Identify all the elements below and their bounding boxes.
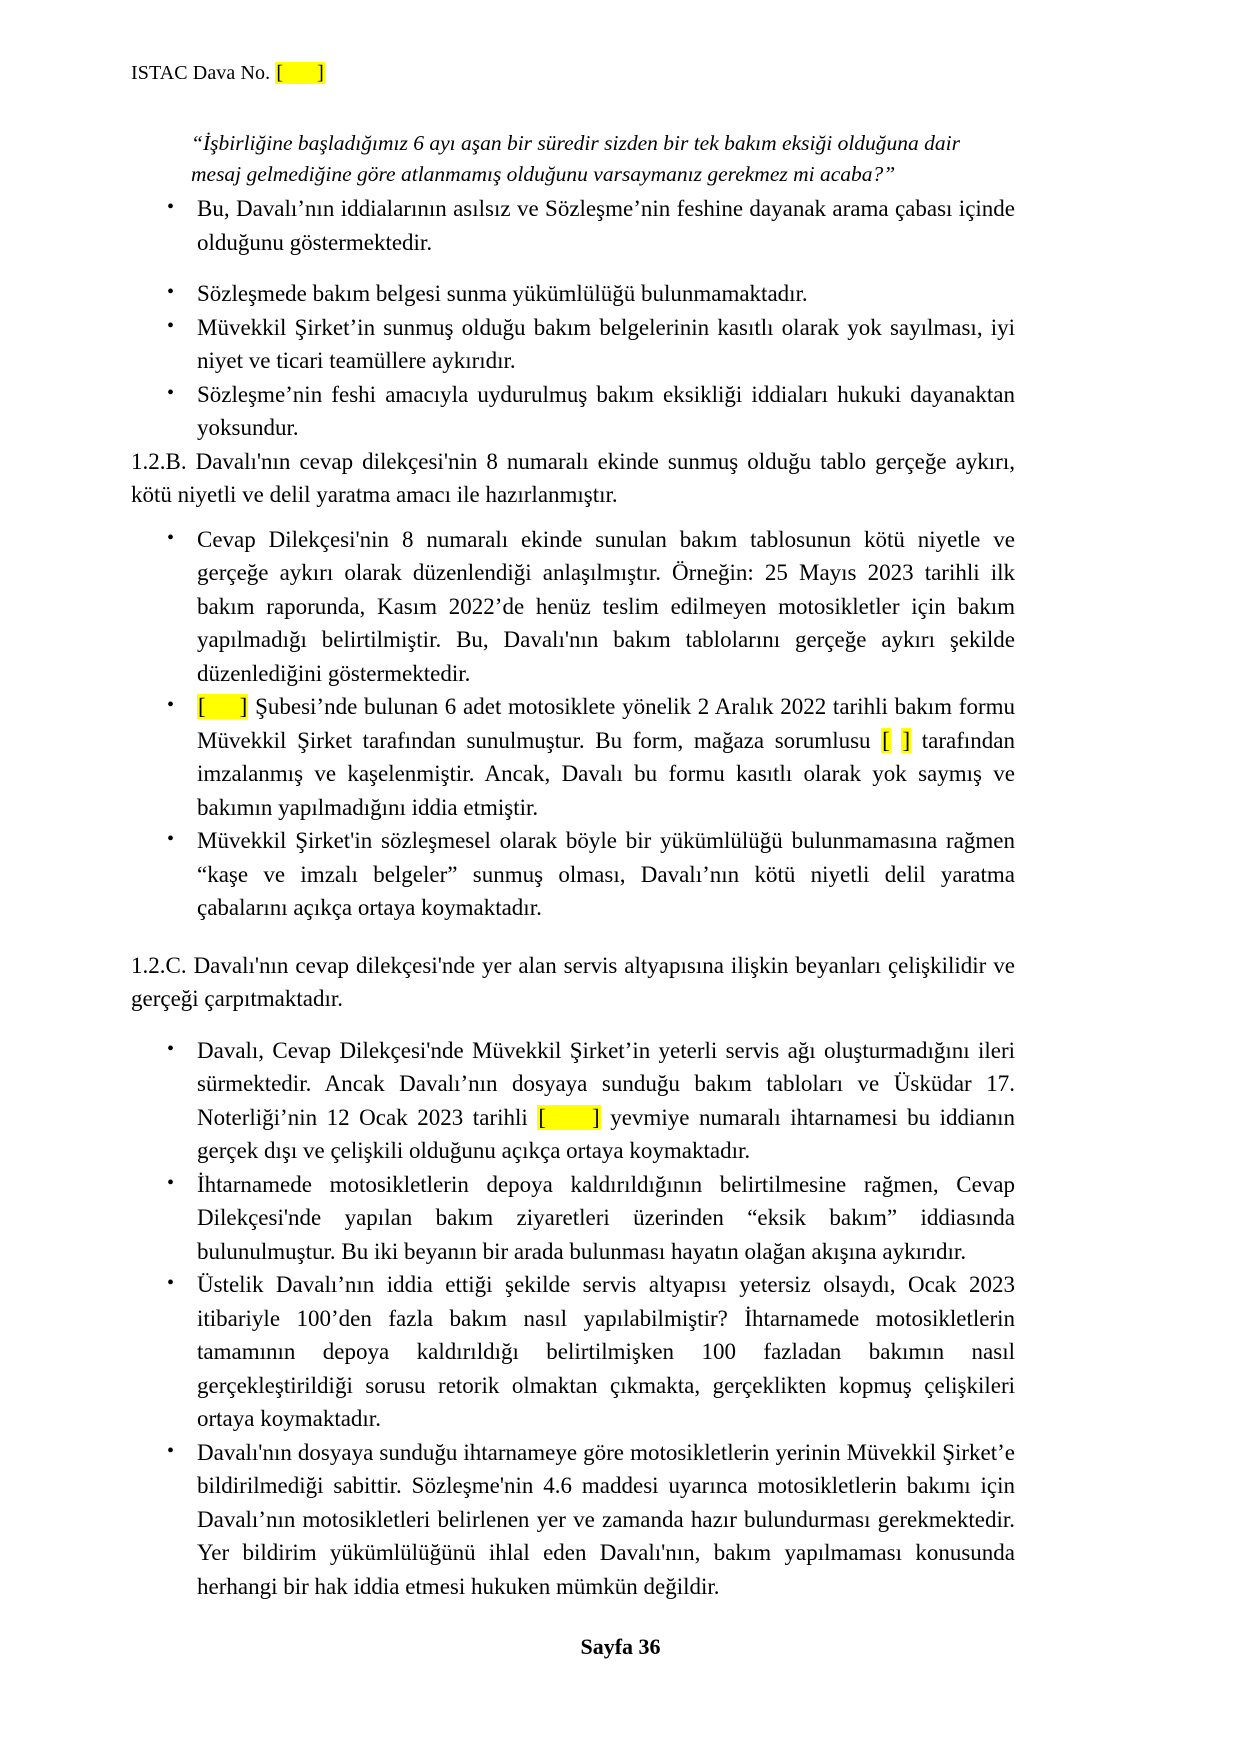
bullet-list-1 <box>131 192 1015 445</box>
yevmiye-redaction <box>537 1105 600 1130</box>
list-item-text-part-a: Davalı, Cevap Dilekçesi'nde Müvekkil Şirket’in yeterli servis ağı oluşturmadığını ileri sürmektedir. Ancak Davalı’nın dosyaya sunduğu bakım tabloları ve Üsküdar 17. Noterliği’nin 12 Ocak 2023 tarihli <box>197 1037 1015 1130</box>
list-item: • Müvekkil Şirket'in sözleşmesel olarak böyle bir yükümlülüğü bulunmamasına rağmen “kaşe ve imzalı belgeler” sunmuş olması, Davalı’nın kötü niyetli delil yaratma çabalarını açıkça ortaya koymaktadır. <box>131 824 1015 925</box>
document-body <box>131 128 1015 1603</box>
redaction-open-bracket: [ <box>276 62 284 84</box>
list-item: • Sözleşme’nin feshi amacıyla uydurulmuş bakım eksikliği iddiaları hukuki dayanaktan yoksundur. <box>131 378 1015 445</box>
list-item: • Üstelik Davalı’nın iddia ettiği şekilde servis altyapısı yetersiz olsaydı, Ocak 2023 itibariyle 100’den fazla bakım nasıl yapılabilmiştir? İhtarnamede motosikletlerin tamamının depoya kaldırıldığı belirtilmişken 100 fazladan bakımın nasıl gerçekleştirildiği sorusu retorik olmaktan çıkmakta, gerçeklikten kopmuş çelişkileri ortaya koymaktadır. <box>131 1268 1015 1436</box>
redaction-close-bracket: ] <box>317 62 324 84</box>
list-item-with-redaction <box>131 1034 1015 1168</box>
branch-redaction <box>197 694 248 719</box>
case-number-redaction <box>275 62 325 84</box>
list-item: • Cevap Dilekçesi'nin 8 numaralı ekinde sunulan bakım tablosunun kötü niyetle ve gerçeğe aykırı olarak düzenlendiği anlaşılmıştır. Örneğin: 25 Mayıs 2023 tarihli ilk bakım raporunda, Kasım 2022’de henüz teslim edilmeyen motosikletler için bakım yapılmadığı belirtilmiştir. Bu, Davalı'nın bakım tablolarını gerçeğe aykırı şekilde düzenlediğini göstermektedir. <box>131 523 1015 691</box>
list-item: • Bu, Davalı’nın iddialarının asılsız ve Sözleşme’nin feshine dayanak arama çabası içinde olduğunu göstermektedir. <box>131 192 1015 259</box>
section-heading-1-2-c: 1.2.C. Davalı'nın cevap dilekçesi'nde yer alan servis altyapısına ilişkin beyanları çelişkilidir ve gerçeği çarpıtmaktadır. <box>131 952 1015 1011</box>
list-item: • Davalı'nın dosyaya sunduğu ihtarnameye göre motosikletlerin yerinin Müvekkil Şirket’e bildirilmediği sabittir. Sözleşme'nin 4.6 maddesi uyarınca motosikletlerin bakımı için Davalı’nın motosikletleri belirlenen yer ve zamanda hazır bulundurması gerekmektedir. Yer bildirim yükümlülüğünü ihlal eden Davalı'nın, bakım yapılmaması konusunda herhangi bir hak iddia etmesi hukuken mümkün değildir. <box>131 1436 1015 1604</box>
list-item-text-part-b: tarafından imzalanmış ve kaşelenmiştir. Ancak, Davalı bu formu kasıtlı olarak yok saymış ve bakımın yapılmadığını iddia etmiştir. <box>197 727 1015 820</box>
redaction-open-bracket: [ <box>198 694 206 719</box>
blockquote-message: “İşbirliğine başladığımız 6 ayı aşan bir süredir sizden bir tek bakım eksiği olduğuna dair mesaj gelmediğine göre atlanmamış olduğunu varsaymanız gerekmez mi acaba?” <box>191 131 961 186</box>
list-item: • Müvekkil Şirket’in sunmuş olduğu bakım belgelerinin kasıtlı olarak yok sayılması, iyi niyet ve ticari teamüllere aykırıdır. <box>131 311 1015 378</box>
bullet-list-3 <box>131 1034 1015 1604</box>
bullet-list-2 <box>131 523 1015 925</box>
list-item: • İhtarnamede motosikletlerin depoya kaldırıldığının belirtilmesine rağmen, Cevap Dilekçesi'nde yapılan bakım ziyaretleri üzerinden “eksik bakım” iddiasında bulunulmuştur. Bu iki beyanın bir arada bulunması hayatın olağan akışına aykırıdır. <box>131 1168 1015 1269</box>
manager-redaction-open: [ <box>882 727 890 753</box>
redaction-close-bracket: ] <box>239 694 248 719</box>
spacer <box>131 1016 1015 1034</box>
page-footer <box>0 1634 1241 1660</box>
section-heading-1-2-b: 1.2.B. Davalı'nın cevap dilekçesi'nin 8 numaralı ekinde sunmuş olduğu tablo gerçeğe aykırı, kötü niyetli ve delil yaratma amacı ile hazırlanmıştır. <box>131 448 1015 507</box>
manager-redaction-close: ] <box>902 727 911 753</box>
document-header <box>131 62 325 85</box>
page-number: Sayfa 36 <box>580 1634 661 1659</box>
list-item-text-part-a: Şubesi’nde bulunan 6 adet motosiklete yönelik 2 Aralık 2022 tarihli bakım formu Müvekkil Şirket tarafından sunulmuştur. Bu form, mağaza sorumlusu <box>197 694 1015 753</box>
list-item: • Sözleşmede bakım belgesi sunma yükümlülüğü bulunmamaktadır. <box>131 277 1015 311</box>
spacer <box>131 925 1015 949</box>
list-item-text-part-b: yevmiye numaralı ihtarnamesi bu iddianın gerçek dışı ve çelişkili olduğunu açıkça ortaya koymaktadır. <box>197 1104 1016 1163</box>
redaction-close-bracket: ] <box>591 1104 600 1130</box>
case-number-label: ISTAC Dava No. <box>131 62 271 84</box>
list-item-with-redaction <box>131 690 1015 824</box>
redaction-open-bracket: [ <box>538 1104 546 1130</box>
spacer <box>131 512 1015 523</box>
